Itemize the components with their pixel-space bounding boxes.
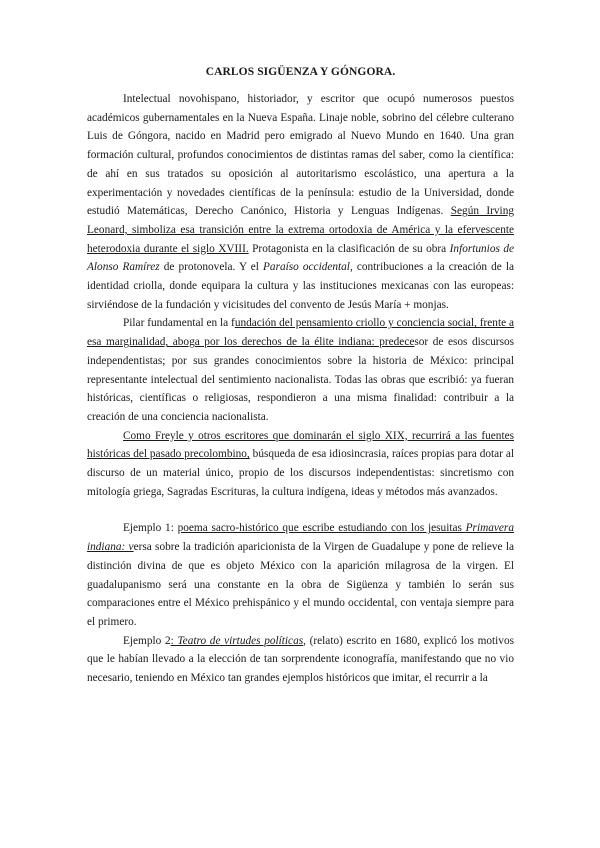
underlined-italic-title <box>177 635 303 647</box>
text-run: de protonovela. Y el <box>159 261 264 274</box>
paragraph-gap <box>87 501 514 519</box>
text-run: , contribuciones a la creación de la identidad criolla, donde equipara la cultura y las instituciones mexicanas con las europeas: sirviéndose de la fundación y vicisitudes del convento de Jesús María + monjas. <box>87 261 515 311</box>
text-run: Protagonista en la clasificación de su obra <box>248 242 450 255</box>
page-title: CARLOS SIGÜENZA Y GÓNGORA. <box>205 66 396 78</box>
underlined-text: poema sacro-histórico que escribe estudiando con los jesuitas <box>177 522 466 535</box>
text-run: búsqueda de esa idiosincrasia, raíces propias para dotar al discurso de un material único, propio de los discursos independentistas: sincretismo con mitología griega, Sagradas Escrituras, la cultura indígena, ideas y métodos más avanzados. <box>87 448 514 498</box>
underlined-text: Como Freyle y otros escritores que dominarán el siglo XIX, recurrirá a las fuentes históricas del pasado precolombino, <box>87 429 514 461</box>
text-run: Intelectual novohispano, historiador, y escritor que ocupó numerosos puestos académicos gubernamentales en la Nueva España. Linaje noble, sobrino del célebre culterano Luis de Góngora, nacido en Madrid pero emigrado al Nuevo Mundo en 1640. Una gran formación cultural, profundos conocimientos de distintas ramas del saber, como la científica: de ahí en sus tratados su oposición al autoritarismo escolástico, una apertura a la experimentación y novedades científicas de la península: estudio de la Universidad, donde estudió Matemáticas, Derecho Canónico, Historia y Lenguas Indígenas. <box>87 93 514 218</box>
italic-title: Paraíso occidental <box>263 261 350 274</box>
underlined-text: Según Irving Leonard, simboliza esa transición entre la extrema ortodoxia de América y la efervescente heterodoxia durante el siglo XVIII. <box>87 205 514 255</box>
paragraph-intro <box>87 90 514 314</box>
text-run: ersa sobre la tradición aparicionista de la Virgen de Guadalupe y pone de relieve la distinción divina de que es objeto México con la aparición milagrosa de la virgen. El guadalupanismo será una constante en la obra de Sigüenza y también lo serán sus comparaciones entre el México prehispánico y el mundo occidental, con ventaja siempre para el primero. <box>87 541 514 628</box>
italic-title: Infortunios de Alonso Ramírez <box>87 242 515 274</box>
paragraph-example-1 <box>87 519 514 631</box>
italic-title: Teatro de virtudes políticas <box>177 634 304 647</box>
paragraph-freyle <box>87 427 514 502</box>
italic-title: Primavera indiana: v <box>87 522 514 554</box>
text-run: Ejemplo 1: <box>123 522 178 535</box>
text-run: sor de esos discursos independentistas; por sus grandes conocimientos sobre la historia de México: principal representante intelectual del sentimiento nacionalista. Todas las obras que escribió: ya fueran históricas, científicas o religiosas, respondieron a una misma finalidad: contribuir a la creación de una conciencia nacionalista. <box>87 336 515 423</box>
paragraph-example-2 <box>87 632 514 688</box>
text-run: Pilar fundamental en la f <box>123 317 235 330</box>
text-run: Ejemplo 2 <box>123 634 171 647</box>
underlined-text: undación del pensamiento criollo y conciencia social, frente a esa marginalidad, aboga por los derechos de la élite indiana: predece <box>87 317 514 349</box>
text-run: , (relato) escrito en 1680, explicó los motivos que le habían llevado a la elección de tan sorprendente iconografía, manifestando que no vio necesario, teniendo en México tan grandes ejemplos históricos que imitar, el recurrir a la <box>87 634 514 685</box>
paragraph-pilar <box>87 314 514 426</box>
underlined-text: : <box>170 634 178 647</box>
